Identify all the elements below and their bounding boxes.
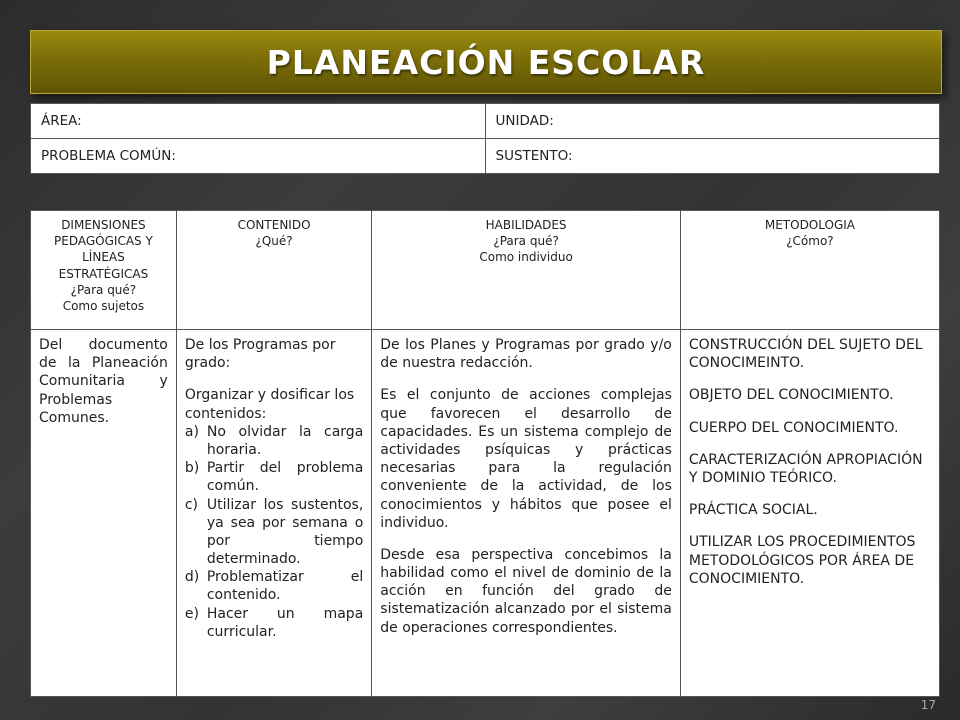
problema-comun-cell: PROBLEMA COMÚN: bbox=[31, 139, 486, 174]
list-marker: b) bbox=[184, 460, 200, 477]
header-line: ESTRATÉGICAS bbox=[58, 266, 149, 281]
header-line: ¿Para qué? bbox=[493, 234, 559, 249]
header-line: ¿Para qué? bbox=[70, 282, 137, 297]
page-title: PLANEACIÓN ESCOLAR bbox=[266, 42, 706, 82]
list-item bbox=[185, 605, 363, 641]
contenido-cell bbox=[176, 330, 371, 697]
page-number: 17 bbox=[920, 698, 936, 712]
header-line: CONTENIDO bbox=[237, 218, 311, 232]
header-habilidades bbox=[372, 211, 681, 330]
list-marker: d) bbox=[184, 569, 200, 586]
list-marker: a) bbox=[184, 423, 199, 440]
list-item bbox=[185, 496, 363, 569]
list-item bbox=[185, 423, 363, 459]
metodologia-cell bbox=[680, 330, 939, 697]
contenido-list bbox=[185, 423, 363, 641]
metodologia-item: CONSTRUCCIÓN DEL SUJETO DEL CONOCIMEINTO. bbox=[688, 337, 923, 372]
metodologia-item: UTILIZAR LOS PROCEDIMIENTOS METODOLÓGICOS POR ÁREA DE CONOCIMIENTO. bbox=[688, 534, 916, 587]
header-line: METODOLOGIA bbox=[764, 218, 856, 232]
header-line: PEDAGÓGICAS Y bbox=[54, 234, 153, 249]
list-text: No olvidar la carga horaria. bbox=[206, 423, 364, 458]
header-contenido bbox=[176, 211, 371, 330]
list-item bbox=[185, 459, 363, 495]
header-metodologia bbox=[680, 211, 939, 330]
habilidades-paragraph: Desde esa perspectiva concebimos la habilidad como el nivel de dominio de la acción en función del grado de sistematización alcanzado por el sistema de operaciones correspondientes. bbox=[380, 546, 672, 636]
header-line: ¿Cómo? bbox=[786, 234, 834, 249]
list-item bbox=[185, 568, 363, 604]
title-banner bbox=[30, 30, 942, 94]
header-info-table bbox=[30, 103, 940, 174]
list-text: Hacer un mapa curricular. bbox=[206, 605, 364, 640]
list-text: Utilizar los sustentos, ya sea por semana o por tiempo determinado. bbox=[206, 496, 364, 568]
habilidades-paragraph: De los Planes y Programas por grado y/o de nuestra redacción. bbox=[380, 337, 672, 372]
header-line: Como sujetos bbox=[62, 298, 145, 313]
contenido-lead: Organizar y dosificar los contenidos: bbox=[184, 387, 355, 422]
metodologia-item: CUERPO DEL CONOCIMIENTO. bbox=[688, 419, 899, 436]
metodologia-item: CARACTERIZACIÓN APROPIACIÓN Y DOMINIO TEÓRICO. bbox=[688, 451, 923, 486]
header-dimensiones bbox=[31, 211, 177, 330]
list-text: Problematizar el contenido. bbox=[206, 569, 364, 604]
dimensiones-cell: Del documento de la Planeación Comunitaria y Problemas Comunes. bbox=[31, 330, 177, 697]
header-line: DIMENSIONES bbox=[61, 218, 146, 232]
list-text: Partir del problema común. bbox=[206, 460, 364, 495]
habilidades-cell bbox=[372, 330, 681, 697]
header-line: LÍNEAS bbox=[82, 250, 125, 265]
metodologia-item: PRÁCTICA SOCIAL. bbox=[688, 502, 818, 519]
header-line: Como individuo bbox=[479, 250, 573, 265]
unidad-cell: UNIDAD: bbox=[485, 104, 940, 139]
area-cell: ÁREA: bbox=[31, 104, 486, 139]
sustento-cell: SUSTENTO: bbox=[485, 139, 940, 174]
header-line: ¿Qué? bbox=[255, 234, 293, 249]
list-marker: e) bbox=[184, 605, 199, 622]
habilidades-paragraph: Es el conjunto de acciones complejas que favorecen el desarrollo de capacidades. Es un sistema complejo de actividades psíquicas y prácticas necesarias para la regulación conveniente de la actividad, de los conocimientos y hábitos que posee el individuo. bbox=[380, 387, 672, 531]
planning-table bbox=[30, 210, 940, 697]
header-line: HABILIDADES bbox=[485, 218, 567, 232]
metodologia-item: OBJETO DEL CONOCIMIENTO. bbox=[688, 387, 894, 404]
contenido-intro: De los Programas por grado: bbox=[184, 337, 336, 372]
list-marker: c) bbox=[184, 496, 199, 513]
